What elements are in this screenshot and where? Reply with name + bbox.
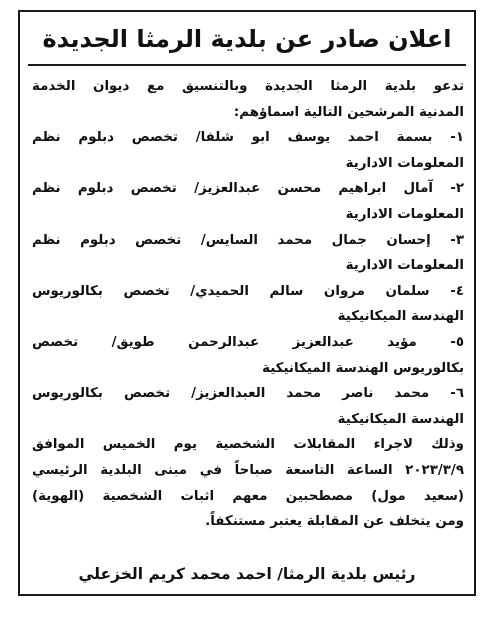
intro-line: تدعو بلدية الرمثا الجديدة وبالتنسيق مع ديوان الخدمة bbox=[32, 79, 464, 94]
candidate-6-line-2: الهندسة الميكانيكية bbox=[337, 411, 464, 427]
candidate-2-line-2: المعلومات الادارية bbox=[345, 206, 464, 222]
candidate-4-line-2: الهندسة الميكانيكية bbox=[337, 309, 464, 325]
notice-title: اعلان صادر عن بلدية الرمثا الجديدة bbox=[42, 25, 452, 53]
signature-line: رئيس بلدية الرمثا/ احمد محمد كريم الخزعلي bbox=[78, 565, 416, 583]
notice-frame bbox=[18, 10, 476, 596]
closing-line: (سعيد مول) مصطحبين معهم اثبات الشخصية (الهوية) bbox=[32, 488, 464, 504]
candidate-2-line-1: ٢- آمال ابراهيم محسن عبدالعزيز/ تخصص دبلوم نظم bbox=[32, 181, 464, 197]
candidate-1-line-2: المعلومات الادارية bbox=[345, 155, 464, 171]
candidate-5-line-2: بكالوريوس الهندسة الميكانيكية bbox=[262, 360, 464, 376]
notice-body bbox=[32, 74, 464, 535]
candidate-5-line-1: ٥- مؤيد عبدالعزيز عبدالرحمن طويق/ تخصص bbox=[32, 334, 464, 350]
candidate-1-line-1: ١- بسمة احمد يوسف ابو شلفا/ تخصص دبلوم نظم bbox=[32, 130, 464, 146]
closing-line: ومن يتخلف عن المقابلة يعتبر مستنكفاً. bbox=[205, 514, 464, 530]
closing-line: ٢٠٢٣/٣/٩ الساعة التاسعة صباحاً في مبنى البلدية الرئيسي bbox=[32, 462, 464, 478]
intro-line: المدنية المرشحين التالية اسماؤهم: bbox=[233, 104, 464, 120]
candidate-3-line-2: المعلومات الادارية bbox=[345, 258, 464, 274]
candidate-3-line-1: ٣- إحسان جمال محمد السايس/ تخصص دبلوم نظم bbox=[32, 232, 464, 248]
title-divider bbox=[28, 64, 466, 66]
candidate-6-line-1: ٦- محمد ناصر محمد العبدالعزيز/ تخصص بكالوريوس bbox=[32, 386, 464, 402]
closing-line: وذلك لاجراء المقابلات الشخصية يوم الخميس الموافق bbox=[32, 437, 464, 453]
candidate-4-line-1: ٤- سلمان مروان سالم الحميدي/ تخصص بكالوريوس bbox=[32, 283, 464, 299]
